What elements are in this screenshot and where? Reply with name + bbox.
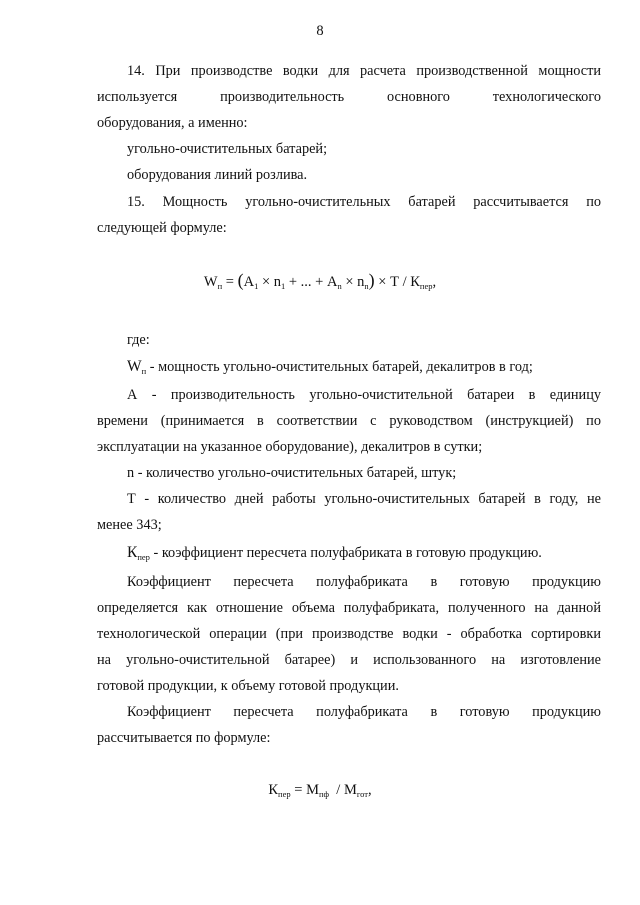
text-line: определяется как отношение объема полуфабриката, полученного на данной: [97, 600, 601, 616]
page-number: 8: [316, 23, 324, 39]
formula-symbol: К: [410, 274, 420, 290]
formula-operator: ×: [378, 274, 387, 290]
text-line: технологической операции (при производстве водки - обработка сортировки: [97, 626, 601, 642]
definition-t: [97, 486, 601, 538]
formula-subscript: n: [364, 281, 369, 291]
def-symbol: W: [127, 358, 142, 375]
def-symbol: К: [127, 544, 138, 561]
formula-symbol: А: [326, 274, 338, 290]
text-line: Коэффициент пересчета полуфабриката в готовую продукцию: [127, 574, 601, 590]
text-line: Коэффициент пересчета полуфабриката в готовую продукцию: [127, 704, 601, 720]
list-item: [97, 136, 601, 162]
formula-symbol: А: [243, 274, 255, 290]
paragraph-14: [97, 58, 601, 136]
text-line: оборудования линий розлива.: [127, 167, 308, 183]
text-line: n - количество угольно-очистительных батарей, штук;: [127, 465, 457, 481]
text-line: А - производительность угольно-очистительной батареи в единицу: [127, 387, 601, 403]
text-line: эксплуатации на указанное оборудование), декалитров в сутки;: [97, 439, 483, 455]
text-line: используется производительность основного технологического: [97, 89, 601, 105]
formula-subscript: пер: [278, 789, 291, 799]
formula-operator: =: [294, 782, 303, 798]
def-subscript: п: [141, 366, 147, 376]
def-subscript: пер: [137, 552, 150, 562]
definition-k: [97, 540, 601, 566]
where-label: [97, 327, 601, 353]
formula-subscript: пер: [419, 281, 433, 291]
text-line: менее 343;: [97, 517, 162, 533]
text-line: рассчитывается по формуле:: [97, 730, 271, 746]
text-line: на угольно-очистительной батарее) и использованного на изготовление: [97, 652, 601, 668]
formula-subscript: 1: [281, 281, 286, 291]
paragraph-coefficient-formula: [97, 699, 601, 751]
formula-subscript: 1: [254, 281, 259, 291]
formula-operator: =: [225, 274, 234, 290]
formula-punct: ,: [367, 782, 372, 798]
formula-punct: ,: [432, 274, 437, 290]
formula-operator: + ... +: [288, 274, 324, 290]
formula-operator: ×: [345, 274, 354, 290]
text-line: Т - количество дней работы угольно-очистительных батарей в году, не: [127, 491, 601, 507]
formula-subscript: пф: [318, 789, 330, 799]
formula-operator: ×: [261, 274, 271, 290]
formula-symbol: М: [343, 782, 357, 798]
text-line: готовой продукции, к объему готовой продукции.: [97, 678, 399, 694]
formula-subscript: гот: [356, 789, 368, 799]
text-line: угольно-очистительных батарей;: [127, 141, 328, 157]
paragraph-coefficient: [97, 569, 601, 699]
list-item: [97, 162, 601, 188]
formula-coefficient: [0, 777, 640, 803]
text-line: 14. При производстве водки для расчета производственной мощности: [127, 63, 601, 79]
definition-w: [97, 354, 601, 380]
text-line: времени (принимается в соответствии с руководством (инструкцией) по: [97, 413, 601, 429]
formula-subscript: n: [337, 281, 342, 291]
text-line: оборудования, а именно:: [97, 115, 248, 131]
text-line: - мощность угольно-очистительных батарей, декалитров в год;: [149, 359, 533, 375]
formula-operator: /: [336, 782, 341, 798]
definition-a: [97, 382, 601, 460]
paren-close: ): [368, 270, 375, 290]
formula-capacity: [0, 269, 640, 295]
formula-symbol: Т /: [390, 274, 407, 290]
formula-symbol: n: [357, 274, 365, 290]
text-line: - коэффициент пересчета полуфабриката в готовую продукцию.: [153, 545, 542, 561]
definition-n: [97, 460, 601, 486]
formula-symbol: n: [273, 274, 281, 290]
formula-symbol: К: [268, 782, 279, 798]
text-line: следующей формуле:: [97, 220, 227, 236]
text-line: где:: [127, 332, 150, 348]
paren-open: (: [237, 270, 244, 290]
paragraph-15: [97, 189, 601, 241]
formula-symbol: М: [306, 782, 319, 798]
formula-symbol: W: [203, 274, 218, 290]
formula-subscript: п: [217, 281, 223, 291]
text-line: 15. Мощность угольно-очистительных батарей рассчитывается по: [127, 194, 601, 210]
